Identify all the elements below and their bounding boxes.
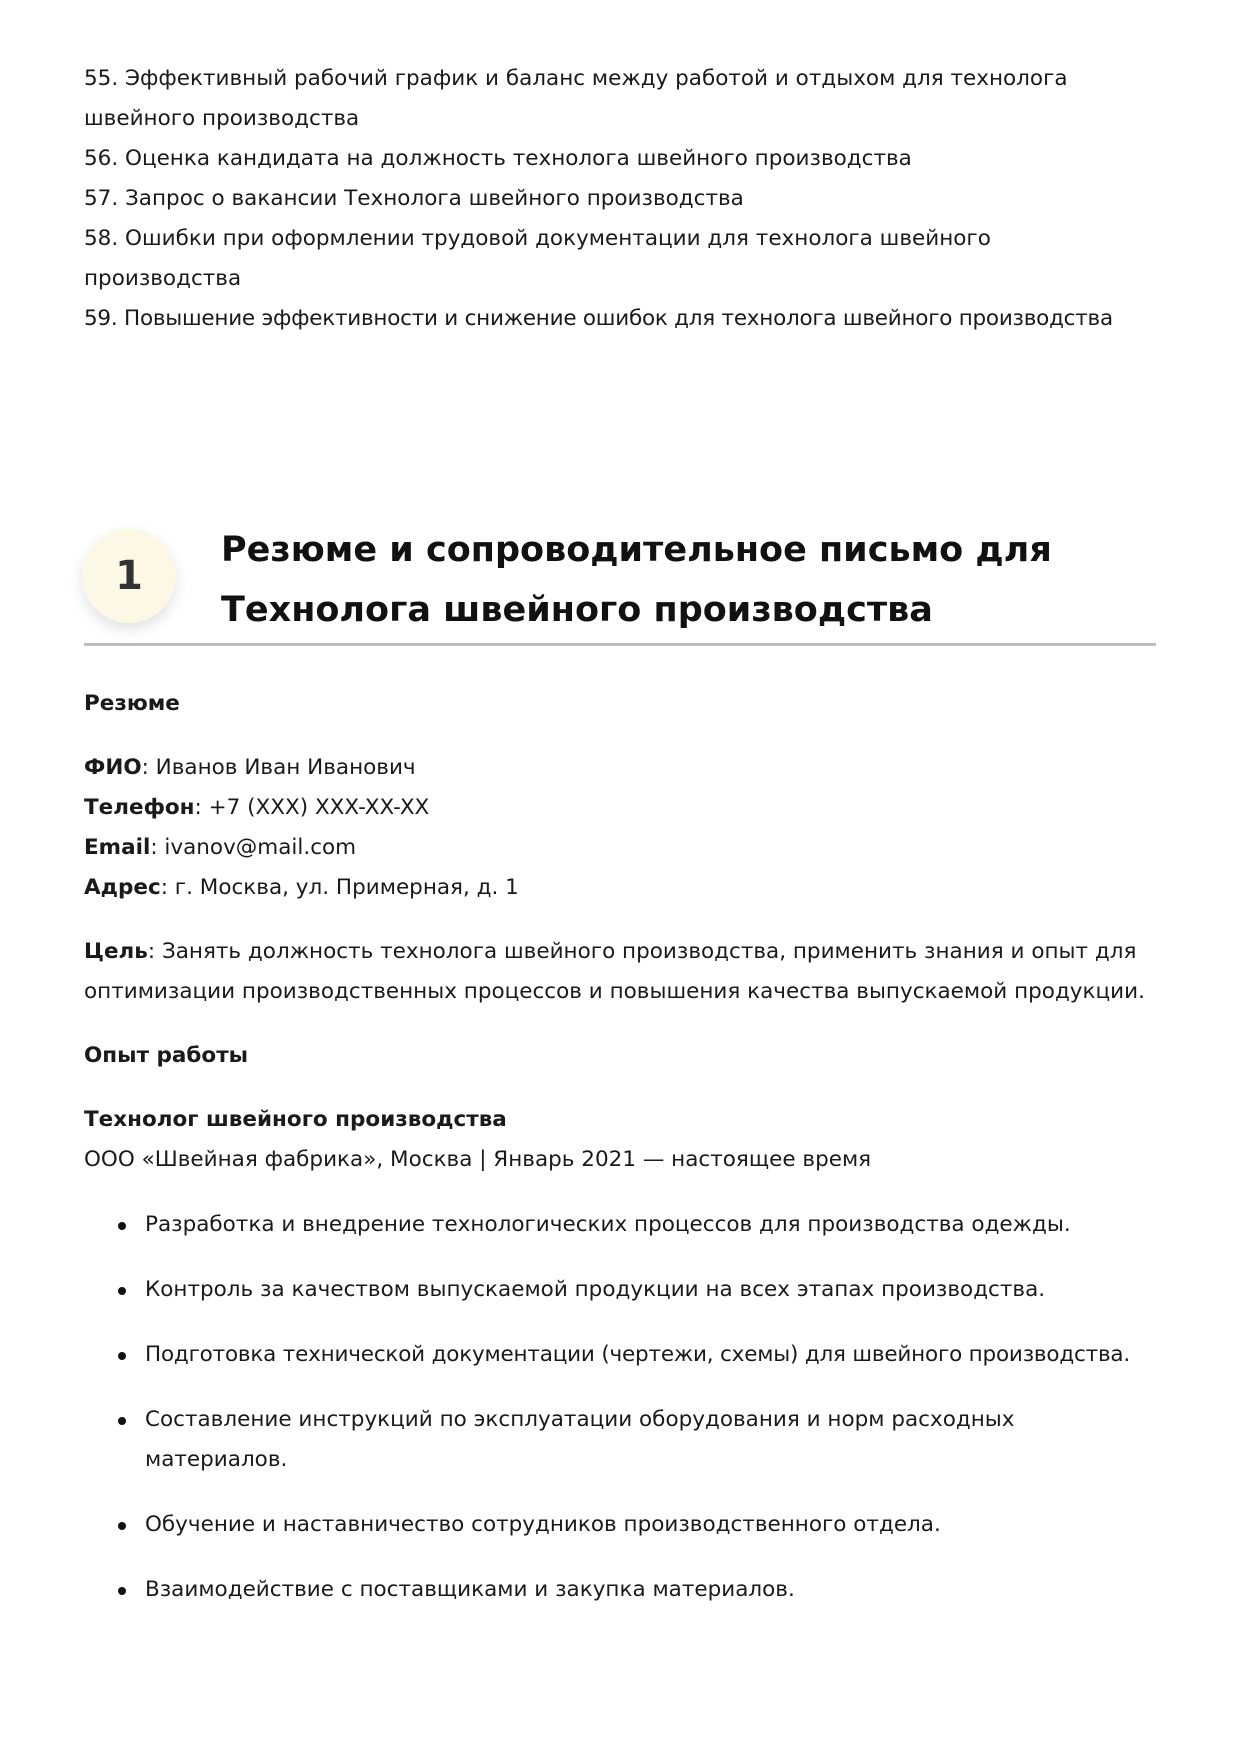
job-title: Технолог швейного производства (84, 1107, 507, 1132)
address-label: Адрес (84, 875, 161, 900)
list-item: Взаимодействие с поставщиками и закупка материалов. (84, 1570, 1156, 1610)
job-meta: ООО «Швейная фабрика», Москва | Январь 2021 — настоящее время (84, 1147, 872, 1172)
phone-label: Телефон (84, 795, 195, 820)
goal-line (84, 932, 1154, 1012)
list-item: Подготовка технической документации (чертежи, схемы) для швейного производства. (84, 1335, 1156, 1375)
toc-item[interactable]: 55. Эффективный рабочий график и баланс между работой и отдыхом для технолога швейного производства (84, 66, 1068, 131)
resume-body (84, 684, 1156, 1635)
table-of-contents (84, 59, 1156, 339)
list-item: Обучение и наставничество сотрудников производственного отдела. (84, 1505, 1156, 1545)
list-item: Разработка и внедрение технологических процессов для производства одежды. (84, 1205, 1156, 1245)
list-item: Контроль за качеством выпускаемой продукции на всех этапах производства. (84, 1270, 1156, 1310)
toc-item[interactable]: 58. Ошибки при оформлении трудовой документации для технолога швейного производства (84, 226, 991, 291)
email-label: Email (84, 835, 151, 860)
section-title-line2: Технолога швейного производства (221, 590, 933, 630)
fio-line (84, 748, 1156, 788)
phone-value: : +7 (XXX) XXX-XX-XX (194, 795, 430, 820)
toc-item[interactable]: 57. Запрос о вакансии Технолога швейного производства (84, 186, 744, 211)
phone-line (84, 788, 1156, 828)
duties-list (84, 1205, 1156, 1610)
section-title (221, 520, 1121, 640)
address-line (84, 868, 1156, 908)
goal-value: : Занять должность технолога швейного производства, применить знания и опыт для оптимизации производственных процессов и повышения качества выпускаемой продукции. (84, 939, 1145, 1004)
toc-item[interactable]: 56. Оценка кандидата на должность технолога швейного производства (84, 146, 912, 171)
section-header (84, 520, 1156, 646)
resume-heading: Резюме (84, 691, 180, 716)
goal-label: Цель (84, 939, 148, 964)
fio-value: : Иванов Иван Иванович (141, 755, 416, 780)
experience-heading: Опыт работы (84, 1043, 249, 1068)
list-item: Составление инструкций по эксплуатации оборудования и норм расходных материалов. (84, 1400, 1085, 1480)
email-value: : ivanov@mail.com (150, 835, 357, 860)
address-value: : г. Москва, ул. Примерная, д. 1 (160, 875, 519, 900)
section-title-line1: Резюме и сопроводительное письмо для (221, 530, 1052, 570)
section-number-badge: 1 (82, 529, 176, 623)
email-line (84, 828, 1156, 868)
toc-item[interactable]: 59. Повышение эффективности и снижение ошибок для технолога швейного производства (84, 306, 1113, 331)
fio-label: ФИО (84, 755, 142, 780)
